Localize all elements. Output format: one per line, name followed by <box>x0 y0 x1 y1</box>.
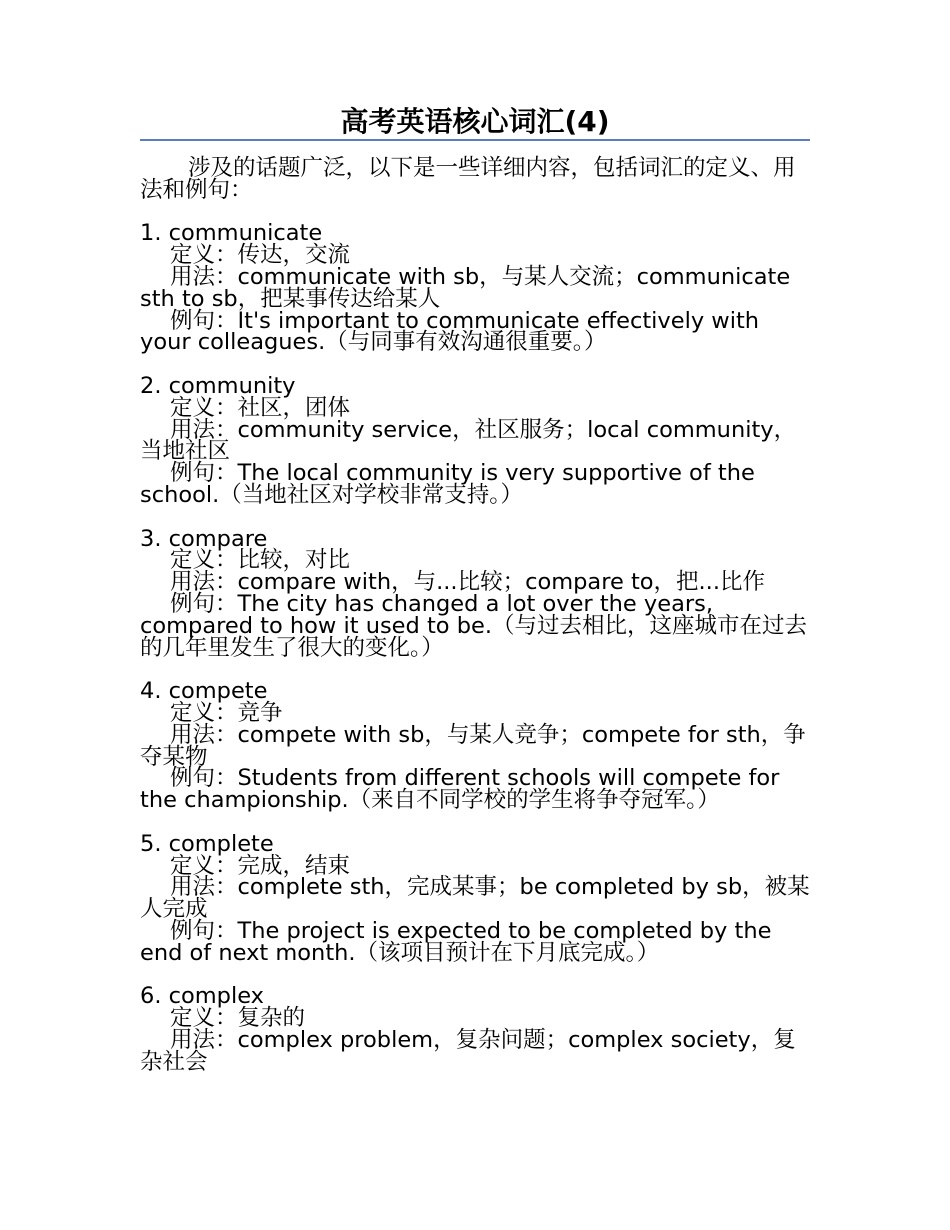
entry-heading: 1. communicate <box>140 220 323 247</box>
entry-definition: 定义：完成，结束 <box>170 852 351 879</box>
document-body <box>140 155 810 1075</box>
entry-usage: 用法：compete with sb，与某人竞争；compete for sth，争夺某物 <box>140 721 806 770</box>
entry-definition: 定义：传达，交流 <box>170 242 351 269</box>
entry-definition: 定义：比较，对比 <box>170 547 351 574</box>
entry-example: 例句：The local community is very supportive of the school.（当地社区对学校非常支持。） <box>140 460 755 508</box>
page-title: 高考英语核心词汇(4) <box>340 105 610 138</box>
intro-paragraph: 涉及的话题广泛，以下是一些详细内容，包括词汇的定义、用法和例句： <box>140 155 796 203</box>
entry-usage: 用法：complex problem，复杂问题；complex society，复杂社会 <box>140 1026 796 1075</box>
entry-example: 例句：It's important to communicate effectively with your colleagues.（与同事有效沟通很重要。） <box>140 307 760 356</box>
entry-example: 例句：The city has changed a lot over the years, compared to how it used to be.（与过去相比，这座城市在过去的几年里发生了很大的变化。） <box>140 590 807 661</box>
entry-definition: 定义：复杂的 <box>170 1005 306 1032</box>
entry-usage: 用法：communicate with sb，与某人交流；communicate sth to sb，把某事传达给某人 <box>140 263 791 312</box>
entry-usage: 用法：complete sth，完成某事；be completed by sb，被某人完成 <box>140 874 810 923</box>
entry-heading: 4. compete <box>140 678 268 705</box>
entry-example: 例句：Students from different schools will compete for the championship.（来自不同学校的学生将争夺冠军。） <box>140 765 780 814</box>
title-underline <box>140 139 810 141</box>
entry-usage: 用法：compare with，与...比较；compare to，把...比作 <box>170 569 765 596</box>
entry-example: 例句：The project is expected to be completed by the end of next month.（该项目预计在下月底完成。） <box>140 917 772 966</box>
entry-heading: 3. compare <box>140 525 268 552</box>
entry-heading: 6. complex <box>140 983 264 1010</box>
entry-definition: 定义：社区，团体 <box>170 394 351 421</box>
entry-heading: 5. complete <box>140 830 274 857</box>
entry-definition: 定义：竞争 <box>170 699 283 726</box>
entry-usage: 用法：community service，社区服务；local community，当地社区 <box>140 416 797 465</box>
entry-heading: 2. community <box>140 372 296 399</box>
